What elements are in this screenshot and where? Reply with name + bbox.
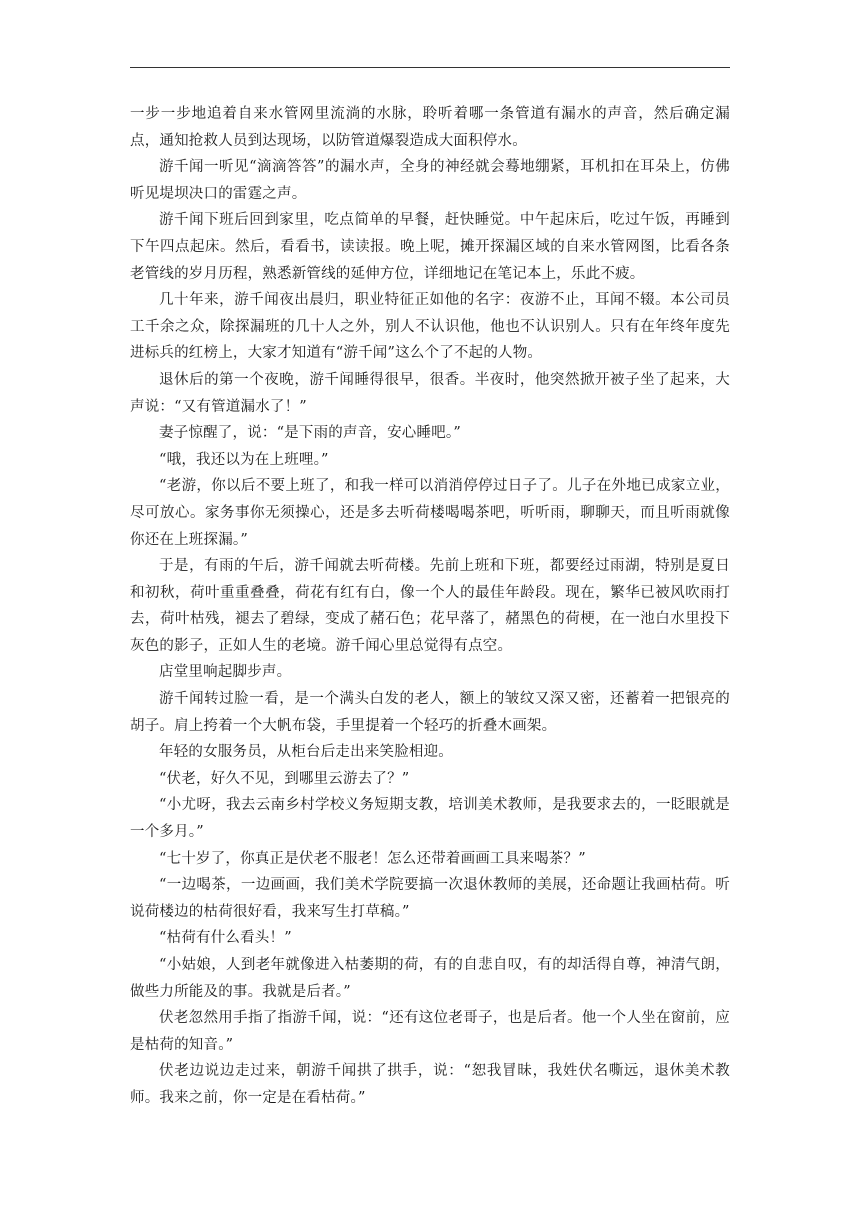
paragraph: “小姑娘，人到老年就像进入枯萎期的荷，有的自悲自叹，有的却活得自尊，神清气朗，做些力所能及的事。我就是后者。” (130, 957, 730, 1000)
paragraph: “老游，你以后不要上班了，和我一样可以消消停停过日子了。儿子在外地已成家立业，尽可放心。家务事你无须操心，还是多去听荷楼喝喝茶吧，听听雨，聊聊天，而且听雨就像你还在上班探漏。” (130, 478, 730, 548)
paragraph: 伏老边说边走过来，朝游千闻拱了拱手，说：“恕我冒昧，我姓伏名嘶远，退休美术教师。我来之前，你一定是在看枯荷。” (130, 1063, 730, 1106)
paragraph: “伏老，好久不见，到哪里云游去了？” (159, 770, 410, 787)
paragraph: “七十岁了，你真正是伏老不服老！怎么还带着画画工具来喝茶？” (159, 850, 586, 867)
paragraph: 游千闻下班后回到家里，吃点简单的早餐，赶快睡觉。中午起床后，吃过午饭，再睡到下午四点起床。然后，看看书，读读报。晚上呢，摊开探漏区域的自来水管网图，比看各条老管线的岁月历程，熟悉新管线的延伸方位，详细地记在笔记本上，乐此不疲。 (130, 212, 730, 282)
paragraph: 一步一步地追着自来水管网里流淌的水脉，聆听着哪一条管道有漏水的声音，然后确定漏点，通知抢救人员到达现场，以防管道爆裂造成大面积停水。 (130, 106, 730, 149)
header-rule (130, 67, 730, 68)
paragraph: “小尤呀，我去云南乡村学校义务短期支教，培训美术教师，是我要求去的，一眨眼就是一个多月。” (130, 797, 730, 841)
paragraph: 退休后的第一个夜晚，游千闻睡得很早，很香。半夜时，他突然掀开被子坐了起来，大声说：“又有管道漏水了！” (130, 371, 730, 415)
paragraph: 于是，有雨的午后，游千闻就去听荷楼。先前上班和下班，都要经过雨湖，特别是夏日和初秋，荷叶重重叠叠，荷花有红有白，像一个人的最佳年龄段。现在，繁华已被风吹雨打去，荷叶枯残，褪去了碧绿，变成了赭石色；花早落了，赭黑色的荷梗，在一池白水里投下灰色的影子，正如人生的老境。游千闻心里总觉得有点空。 (130, 558, 730, 654)
document-body (130, 101, 730, 1112)
paragraph: 几十年来，游千闻夜出晨归，职业特征正如他的名字：夜游不止，耳闻不辍。本公司员工千余之众，除探漏班的几十人之外，别人不认识他，他也不认识别人。只有在年终年度先进标兵的红榜上，大家才知道有“游千闻”这么个了不起的人物。 (130, 292, 730, 362)
paragraph: 店堂里响起脚步声。 (159, 664, 292, 681)
paragraph: 游千闻一听见“滴滴答答”的漏水声，全身的神经就会蓦地绷紧，耳机扣在耳朵上，仿佛听见堤坝决口的雷霆之声。 (130, 159, 730, 202)
paragraph: 游千闻转过脸一看，是一个满头白发的老人，额上的皱纹又深又密，还蓄着一把银亮的胡子。肩上挎着一个大帆布袋，手里提着一个轻巧的折叠木画架。 (130, 691, 730, 734)
paragraph: 妻子惊醒了，说：“是下雨的声音，安心睡吧。” (159, 425, 461, 442)
paragraph: “哦，我还以为在上班哩。” (159, 451, 329, 468)
paragraph: “一边喝茶，一边画画，我们美术学院要搞一次退休教师的美展，还命题让我画枯荷。听说荷楼边的枯荷很好看，我来写生打草稿。” (130, 877, 730, 920)
paragraph: “枯荷有什么看头！” (159, 930, 292, 947)
paragraph: 伏老忽然用手指了指游千闻，说：“还有这位老哥子，也是后者。他一个人坐在窗前，应是枯荷的知音。” (130, 1010, 730, 1053)
paragraph: 年轻的女服务员，从柜台后走出来笑脸相迎。 (159, 744, 453, 761)
